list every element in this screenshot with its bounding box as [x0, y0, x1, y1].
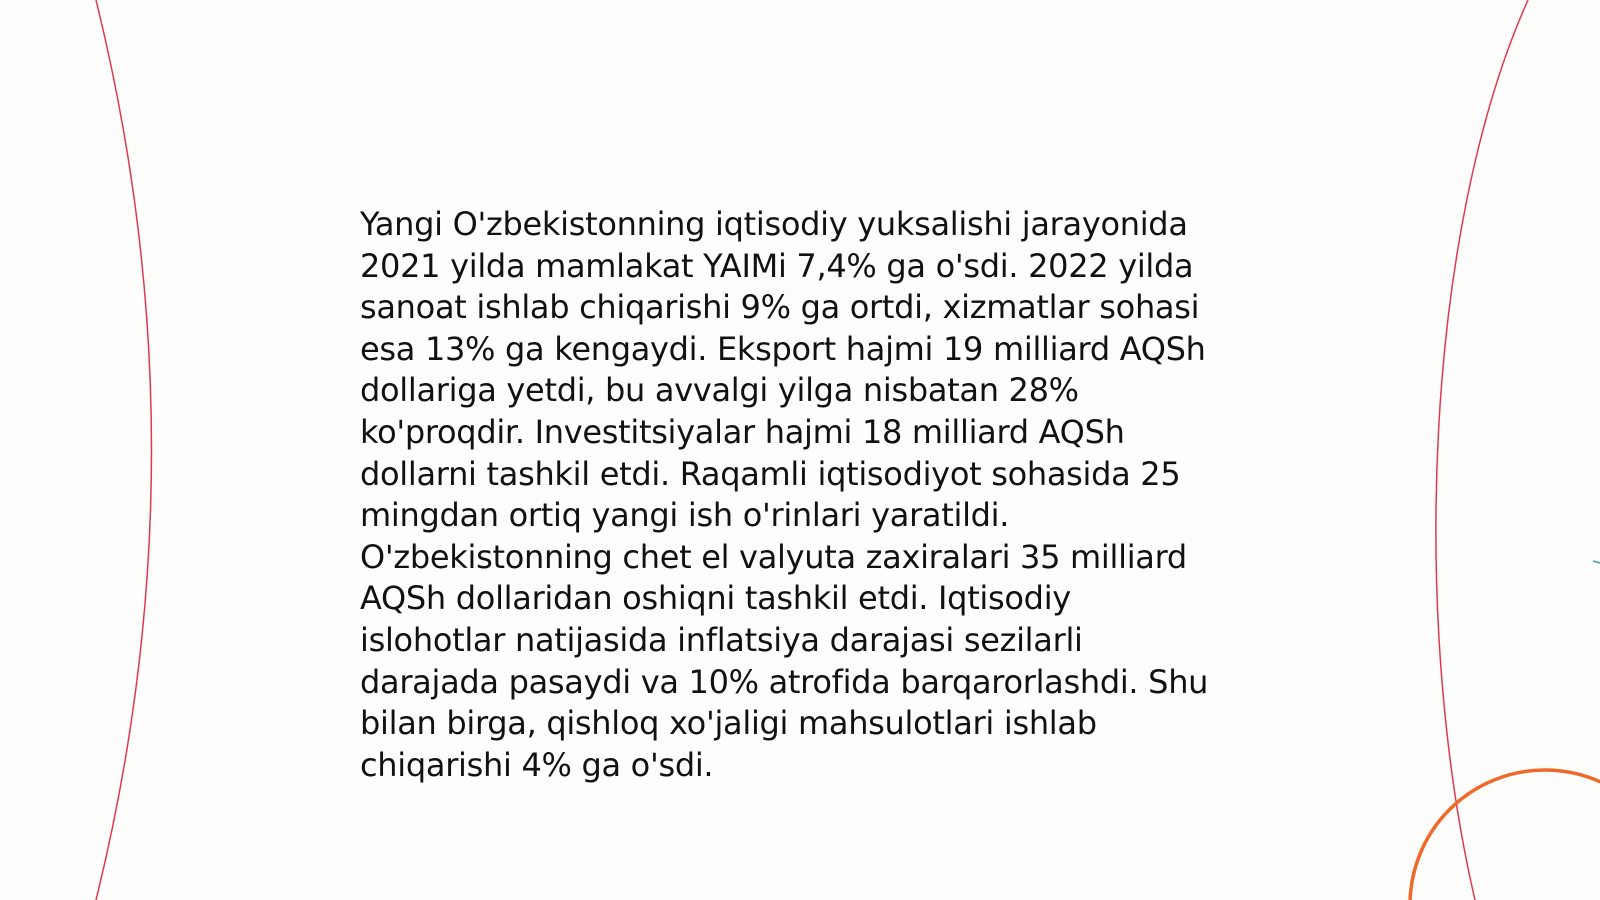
right-red-arc — [1436, 0, 1528, 900]
body-paragraph: Yangi O'zbekistonning iqtisodiy yuksalishi jarayonida 2021 yilda mamlakat YAIMi 7,4% ga o'sdi. 2022 yilda sanoat ishlab chiqarishi 9% ga ortdi, xizmatlar sohasi esa 13% ga kengaydi. Eksport hajmi 19 milliard AQSh dollariga yetdi, bu avvalgi yilga nisbatan 28% ko'proqdir. Investitsiyalar hajmi 18 milliard AQSh dollarni tashkil etdi. Raqamli iqtisodiyot sohasida 25 mingdan ortiq yangi ish o'rinlari yaratildi. O'zbekistonning chet el valyuta zaxiralari 35 milliard AQSh dollaridan oshiqni tashkil etdi. Iqtisodiy islohotlar natijasida inflatsiya darajasi sezilarli darajada pasaydi va 10% atrofida barqarorlashdi. Shu bilan birga, qishloq xo'jaligi mahsulotlari ishlab chiqarishi 4% ga o'sdi. — [360, 205, 1209, 784]
teal-accent-mark — [1593, 561, 1600, 563]
left-red-arc — [96, 0, 152, 900]
bottom-right-orange-circle — [1410, 770, 1600, 900]
